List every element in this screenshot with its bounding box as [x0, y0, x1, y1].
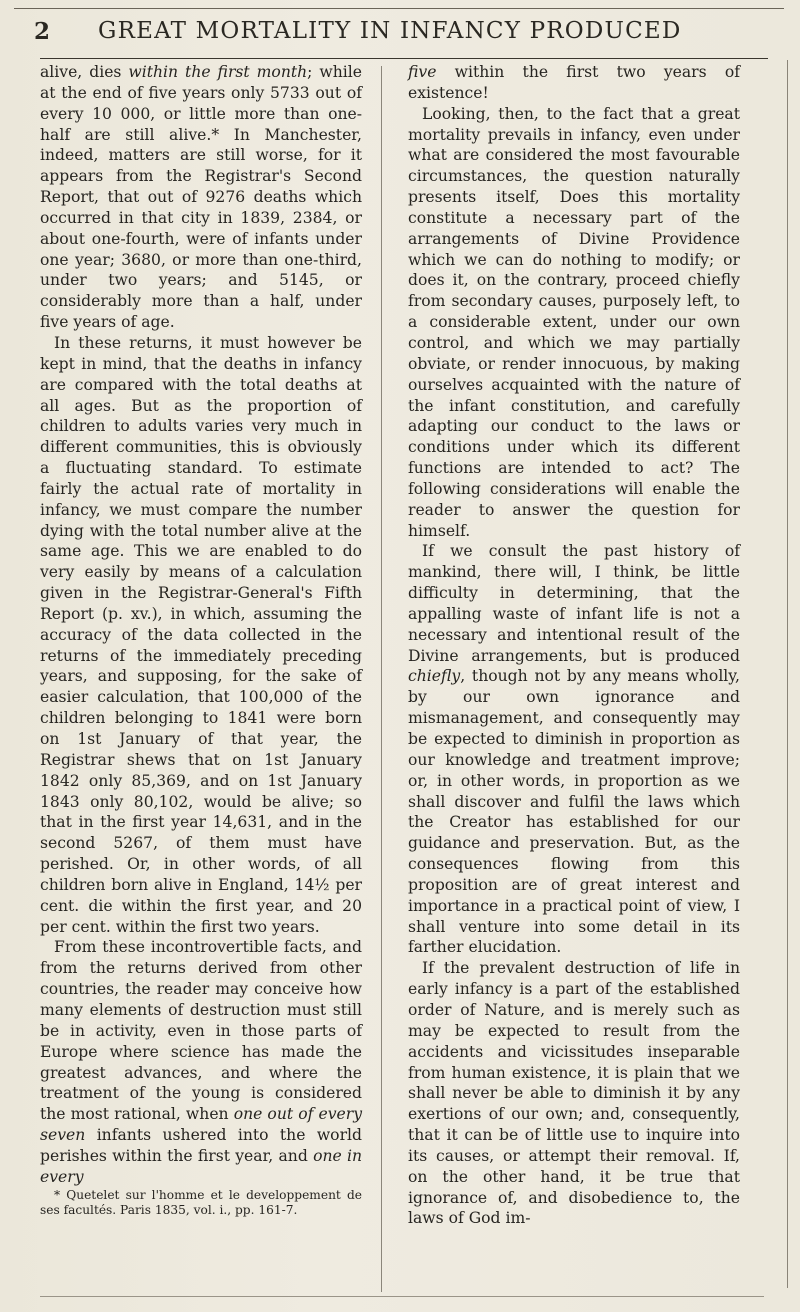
left-paragraph-3	[40, 937, 362, 1187]
page-number: 2	[34, 18, 52, 45]
column-divider	[381, 66, 382, 1292]
footnote: * Quetelet sur l'homme et le developpement de ses facultés. Paris 1835, vol. i., pp. 161-7.	[40, 1187, 362, 1217]
italic-run: within the first month	[128, 63, 308, 81]
left-paragraph-2: In these returns, it must however be kept in mind, that the deaths in infancy are compared with the total deaths at all ages. But as the proportion of children to adults varies very much in different communities, this is obviously a fluctuating standard. To estimate fairly the actual rate of mortality in infancy, we must compare the number dying with the total number alive at the same age. This we are enabled to do very easily by means of a calculation given in the Registrar-General's Fifth Report (p. xv.), in which, assuming the accuracy of the data collected in the returns of the immediately preceding years, and supposing, for the sake of easier calculation, that 100,000 of the children belonging to 1841 were born on 1st January of that year, the Registrar shews that on 1st January 1842 only 85,369, and on 1st January 1843 only 80,102, would be alive; so that in the first year 14,631, and in the second 5267, of them must have perished. Or, in other words, of all children born alive in England, 14½ per cent. die within the first year, and 20 per cent. within the first two years.	[40, 333, 362, 936]
page-header	[34, 14, 769, 52]
text-run: From these incontrovertible facts, and from the returns derived from other countries, the reader may conceive how many elements of destruction must still be in activity, even in those parts of Europe where science has made the greatest advances, and where the treatment of the young is considered the most rational, when	[40, 938, 362, 1124]
right-paragraph-2: Looking, then, to the fact that a great mortality prevails in infancy, even under what are considered the most favourable circumstances, the question naturally presents itself, Does this mortality constitute a necessary part of the arrangements of Divine Providence which we can do nothing to modify; or does it, on the contrary, proceed chiefly from secondary causes, purposely left, to a considerable extent, under our own control, and which we may partially obviate, or render innocuous, by making ourselves acquainted with the nature of the infant constitution, and carefully adapting our conduct to the laws or conditions under which its different functions are intended to act? The following considerations will enable the reader to answer the question for himself.	[408, 104, 740, 540]
header-rule	[40, 58, 768, 59]
right-paragraph-4: If the prevalent destruction of life in early infancy is a part of the established order of Nature, and is merely such as may be expected to result from the accidents and vicissitudes inseparable from human existence, it is plain that we shall never be able to diminish it by any exertions of our own; and, consequently, that it can be of little use to inquire into its causes, or attempt their removal. If, on the other hand, it be true that ignorance of, and disobedience to, the laws of God im-	[408, 959, 740, 1228]
text-run: alive, dies	[40, 63, 129, 81]
top-edge-rule	[14, 8, 784, 9]
right-edge-rule	[787, 60, 788, 1288]
italic-run: one in every	[40, 1146, 362, 1186]
text-run: If we consult the past history of mankind, there will, I think, be little difficulty in determining, that the appalling waste of infant life is not a necessary and intentional result of the Divine arrangements, but is produced	[408, 542, 740, 665]
text-run: ; while at the end of five years only 5733 out of every 10 000, or little more than one-half are still alive.* In Manchester, indeed, matters are still worse, for it appears from the Registrar's Second Report, that out of 9276 deaths which occurred in that city in 1839, 2384, or about one-fourth, were of infants under one year; 3680, or more than one-third, under two years; and 5145, or considerably more than a half, under five years of age.	[40, 63, 362, 332]
italic-run: chiefly	[408, 667, 461, 686]
text-run: within the first two years of existence!	[408, 63, 740, 102]
right-paragraph-3	[408, 541, 740, 958]
right-column	[408, 62, 740, 1229]
left-column	[40, 62, 362, 1218]
text-run: infants ushered into the world perishes within the first year, and	[40, 1126, 362, 1165]
right-paragraph-1	[408, 62, 740, 104]
italic-run: one out of every seven	[40, 1105, 363, 1145]
bottom-edge-rule	[40, 1296, 764, 1297]
italic-run: five	[408, 63, 437, 81]
left-paragraph-1	[40, 62, 362, 333]
running-title: GREAT MORTALITY IN INFANCY PRODUCED	[98, 18, 682, 44]
text-run: , though not by any means wholly, by our own ignorance and mismanagement, and consequently may be expected to diminish in proportion as our knowledge and treatment improve; or, in other words, in proportion as we shall discover and fulfil the laws which the Creator has established for our guidance and preservation. But, as the consequences flowing from this proposition are of great interest and importance in a practical point of view, I shall venture into some detail in its farther elucidation.	[408, 667, 740, 957]
